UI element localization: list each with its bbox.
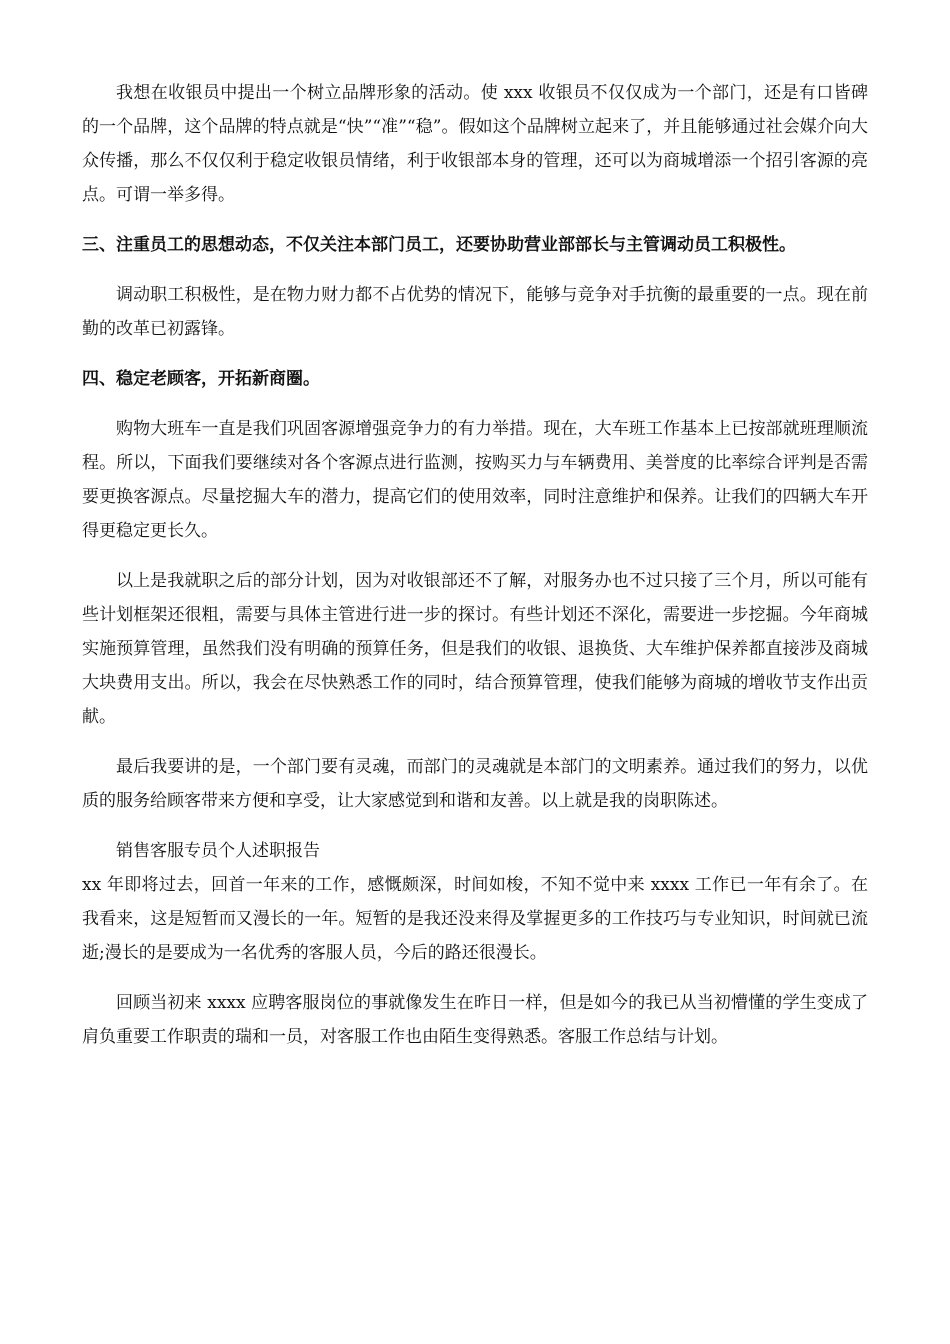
paragraph-year-review: xx 年即将过去，回首一年来的工作，感慨颇深，时间如梭，不知不觉中来 xxxx 工作已一年有余了。在我看来，这是短暂而又漫长的一年。短暂的是我还没来得及掌握更多的工作技巧与专业知识，时间就已流逝;漫长的是要成为一名优秀的客服人员，今后的路还很漫长。 <box>82 875 868 963</box>
paragraph-brand-image: 我想在收银员中提出一个树立品牌形象的活动。使 xxx 收银员不仅仅成为一个部门，还是有口皆碑的一个品牌，这个品牌的特点就是“快”“准”“稳”。假如这个品牌树立起来了，并且能够通过社会媒介向大众传播，那么不仅仅利于稳定收银员情绪，利于收银部本身的管理，还可以为商城增添一个招引客源的亮点。可谓一举多得。 <box>82 83 868 205</box>
report-title: 销售客服专员个人述职报告 <box>116 841 320 861</box>
document-page <box>82 76 868 1070</box>
paragraph-motivation: 调动职工积极性，是在物力财力都不占优势的情况下，能够与竞争对手抗衡的最重要的一点。现在前勤的改革已初露锋。 <box>82 285 868 339</box>
section-heading-3: 三、注重员工的思想动态，不仅关注本部门员工，还要协助营业部部长与主管调动员工积极性。 <box>82 235 796 255</box>
paragraph-closing: 最后我要讲的是，一个部门要有灵魂，而部门的灵魂就是本部门的文明素养。通过我们的努力，以优质的服务给顾客带来方便和享受，让大家感觉到和谐和友善。以上就是我的岗职陈述。 <box>82 757 868 811</box>
section-heading-4: 四、稳定老顾客，开拓新商圈。 <box>82 369 320 389</box>
paragraph-recollection: 回顾当初来 xxxx 应聘客服岗位的事就像发生在昨日一样，但是如今的我已从当初懵懂的学生变成了肩负重要工作职责的瑞和一员，对客服工作也由陌生变得熟悉。客服工作总结与计划。 <box>82 993 868 1047</box>
paragraph-shuttle-bus: 购物大班车一直是我们巩固客源增强竞争力的有力举措。现在，大车班工作基本上已按部就班理顺流程。所以，下面我们要继续对各个客源点进行监测，按购买力与车辆费用、美誉度的比率综合评判是否需要更换客源点。尽量挖掘大车的潜力，提高它们的使用效率，同时注意维护和保养。让我们的四辆大车开得更稳定更长久。 <box>82 419 868 541</box>
paragraph-plan-summary: 以上是我就职之后的部分计划，因为对收银部还不了解，对服务办也不过只接了三个月，所以可能有些计划框架还很粗，需要与具体主管进行进一步的探讨。有些计划还不深化，需要进一步挖掘。今年商城实施预算管理，虽然我们没有明确的预算任务，但是我们的收银、退换货、大车维护保养都直接涉及商城大块费用支出。所以，我会在尽快熟悉工作的同时，结合预算管理，使我们能够为商城的增收节支作出贡献。 <box>82 571 868 727</box>
